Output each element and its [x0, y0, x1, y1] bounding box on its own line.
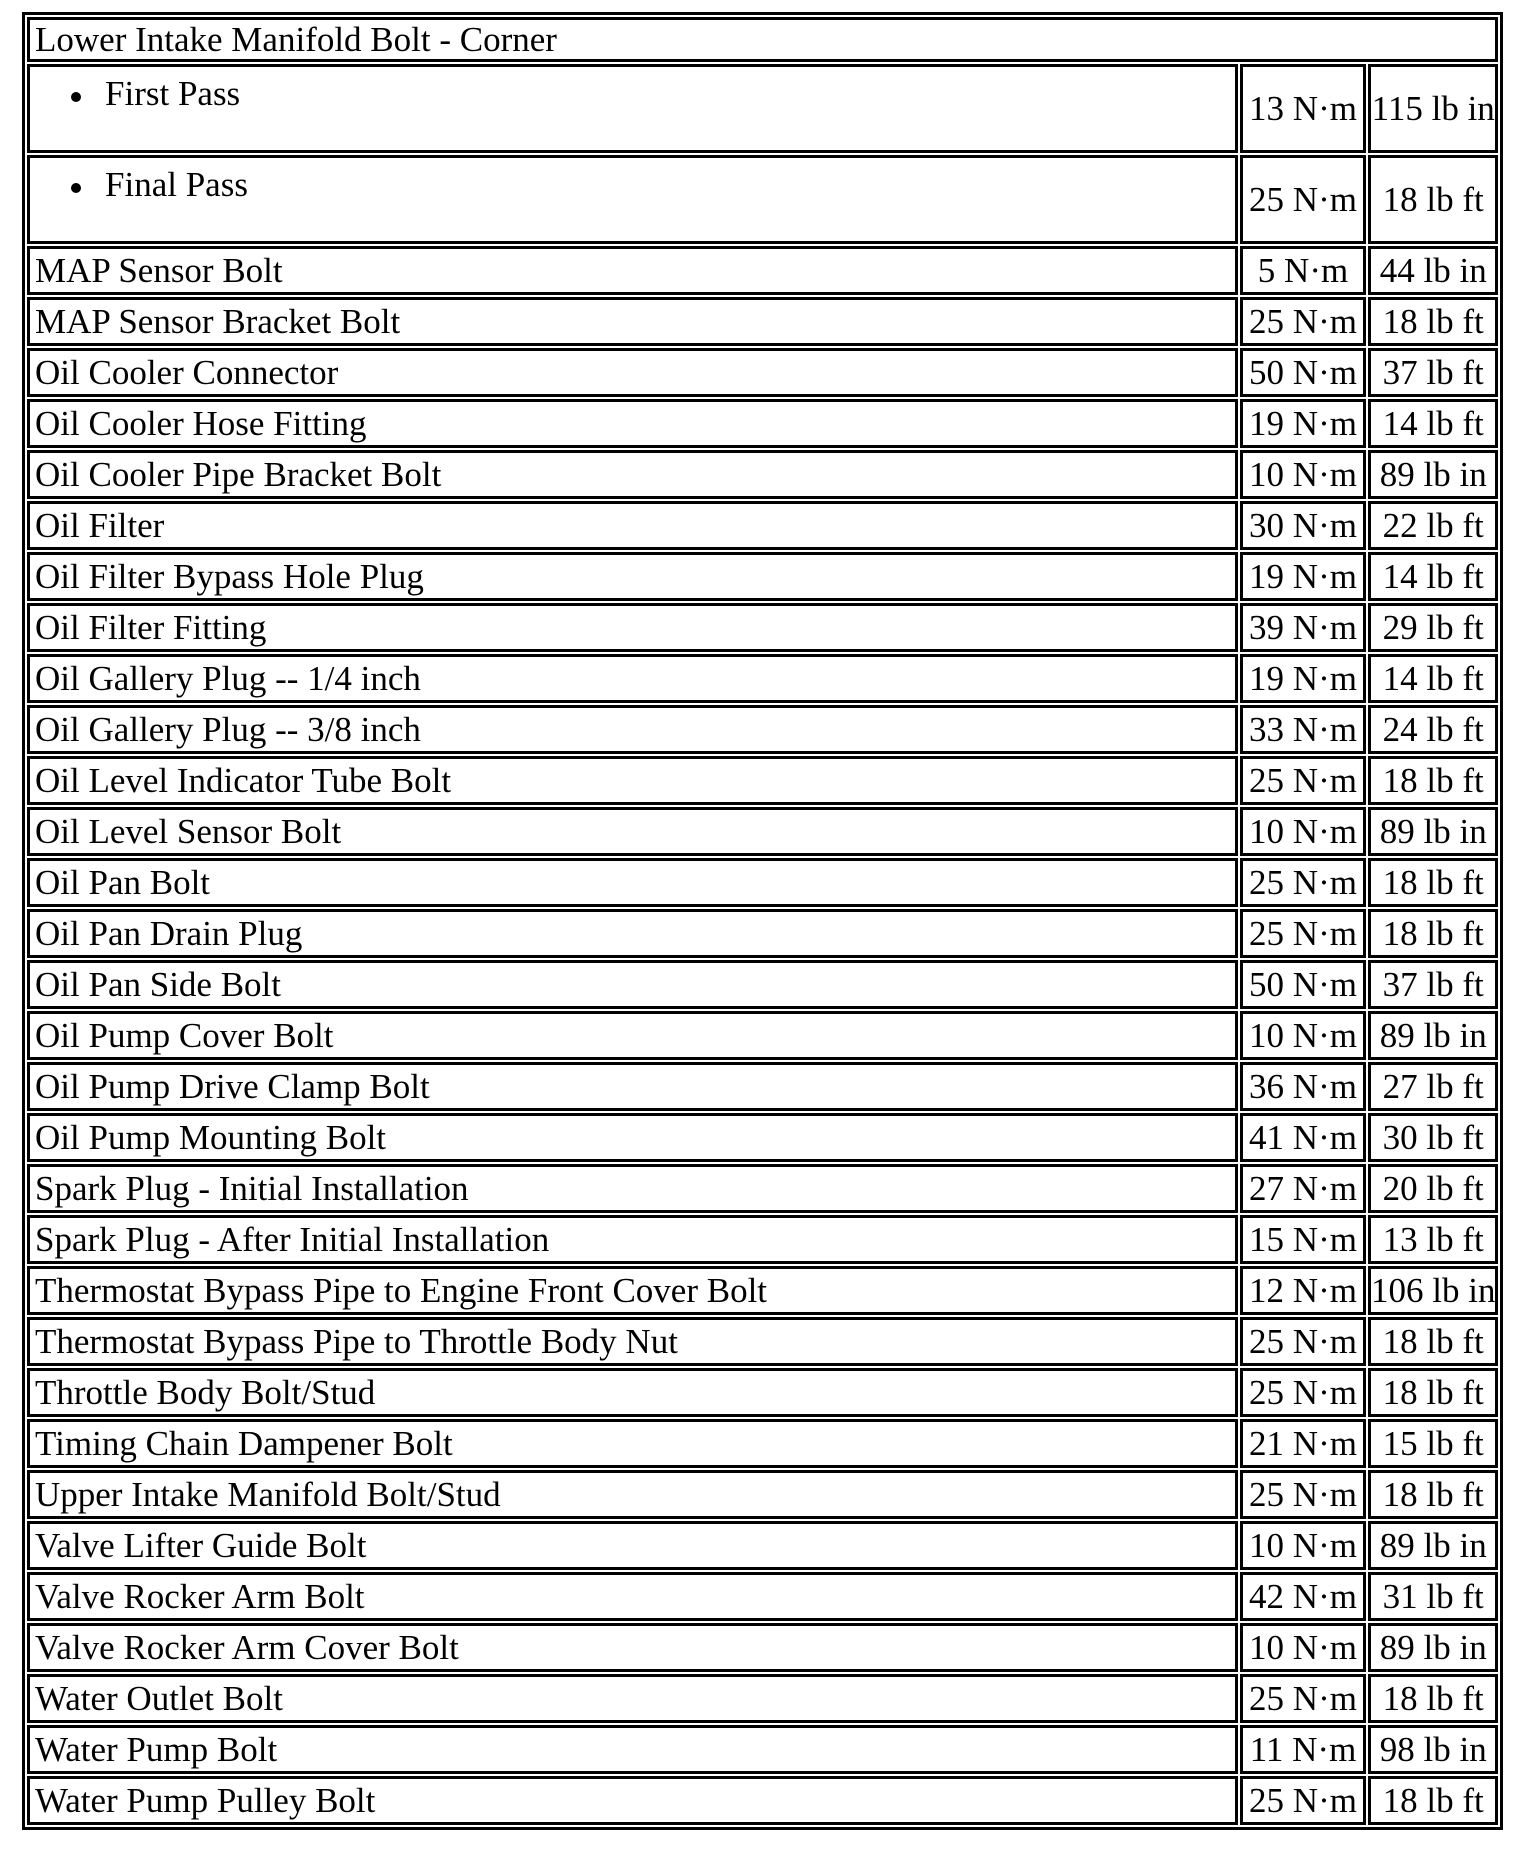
torque-metric: 19 N·m — [1240, 399, 1366, 448]
torque-table-body — [27, 17, 1498, 1825]
fastener-name: Oil Cooler Pipe Bracket Bolt — [27, 450, 1238, 499]
torque-imperial: 89 lb in — [1368, 1011, 1498, 1060]
table-row — [27, 1470, 1498, 1519]
torque-metric: 30 N·m — [1240, 501, 1366, 550]
torque-metric: 13 N·m — [1240, 64, 1366, 153]
table-row — [27, 1725, 1498, 1774]
fastener-name: Spark Plug - Initial Installation — [27, 1164, 1238, 1213]
torque-metric: 42 N·m — [1240, 1572, 1366, 1621]
table-row — [27, 297, 1498, 346]
torque-imperial: 29 lb ft — [1368, 603, 1498, 652]
torque-imperial: 27 lb ft — [1368, 1062, 1498, 1111]
torque-metric: 25 N·m — [1240, 1776, 1366, 1825]
section-title: Lower Intake Manifold Bolt - Corner — [27, 17, 1498, 62]
torque-imperial: 14 lb ft — [1368, 399, 1498, 448]
torque-imperial: 18 lb ft — [1368, 1368, 1498, 1417]
torque-metric: 36 N·m — [1240, 1062, 1366, 1111]
table-row — [27, 1113, 1498, 1162]
fastener-name: Final Pass — [105, 165, 248, 205]
table-row — [27, 1011, 1498, 1060]
torque-metric: 25 N·m — [1240, 1317, 1366, 1366]
fastener-name-cell — [27, 155, 1238, 244]
torque-imperial: 89 lb in — [1368, 450, 1498, 499]
torque-imperial: 18 lb ft — [1368, 909, 1498, 958]
fastener-name-cell — [27, 64, 1238, 153]
torque-imperial: 18 lb ft — [1368, 1776, 1498, 1825]
torque-metric: 33 N·m — [1240, 705, 1366, 754]
table-row — [27, 501, 1498, 550]
fastener-name: Water Pump Bolt — [27, 1725, 1238, 1774]
fastener-name: Oil Pump Drive Clamp Bolt — [27, 1062, 1238, 1111]
torque-metric: 25 N·m — [1240, 858, 1366, 907]
torque-imperial: 24 lb ft — [1368, 705, 1498, 754]
torque-imperial: 14 lb ft — [1368, 552, 1498, 601]
torque-spec-document — [22, 12, 1520, 1830]
torque-imperial: 18 lb ft — [1368, 297, 1498, 346]
torque-metric: 10 N·m — [1240, 450, 1366, 499]
torque-metric: 25 N·m — [1240, 297, 1366, 346]
torque-metric: 15 N·m — [1240, 1215, 1366, 1264]
fastener-name: MAP Sensor Bolt — [27, 246, 1238, 295]
torque-metric: 19 N·m — [1240, 552, 1366, 601]
fastener-name: MAP Sensor Bracket Bolt — [27, 297, 1238, 346]
torque-imperial: 18 lb ft — [1368, 155, 1498, 244]
fastener-name: Oil Level Sensor Bolt — [27, 807, 1238, 856]
fastener-name: Oil Filter Bypass Hole Plug — [27, 552, 1238, 601]
fastener-name: Oil Pump Cover Bolt — [27, 1011, 1238, 1060]
table-row — [27, 960, 1498, 1009]
fastener-name: Valve Rocker Arm Cover Bolt — [27, 1623, 1238, 1672]
fastener-name: First Pass — [105, 74, 241, 114]
table-row — [27, 450, 1498, 499]
torque-metric: 5 N·m — [1240, 246, 1366, 295]
table-row — [27, 654, 1498, 703]
torque-imperial: 89 lb in — [1368, 807, 1498, 856]
table-row — [27, 1674, 1498, 1723]
torque-imperial: 115 lb in — [1368, 64, 1498, 153]
torque-metric: 10 N·m — [1240, 807, 1366, 856]
torque-metric: 11 N·m — [1240, 1725, 1366, 1774]
torque-metric: 21 N·m — [1240, 1419, 1366, 1468]
torque-metric: 41 N·m — [1240, 1113, 1366, 1162]
fastener-name: Oil Pan Drain Plug — [27, 909, 1238, 958]
fastener-name: Throttle Body Bolt/Stud — [27, 1368, 1238, 1417]
torque-imperial: 30 lb ft — [1368, 1113, 1498, 1162]
fastener-name: Valve Rocker Arm Bolt — [27, 1572, 1238, 1621]
torque-metric: 10 N·m — [1240, 1521, 1366, 1570]
table-row — [27, 756, 1498, 805]
table-row — [27, 858, 1498, 907]
table-row — [27, 246, 1498, 295]
torque-metric: 25 N·m — [1240, 1368, 1366, 1417]
fastener-name: Thermostat Bypass Pipe to Throttle Body Nut — [27, 1317, 1238, 1366]
table-row — [27, 1776, 1498, 1825]
torque-metric: 27 N·m — [1240, 1164, 1366, 1213]
torque-metric: 10 N·m — [1240, 1011, 1366, 1060]
table-row — [27, 1215, 1498, 1264]
table-row — [27, 348, 1498, 397]
torque-imperial: 18 lb ft — [1368, 858, 1498, 907]
fastener-name: Water Outlet Bolt — [27, 1674, 1238, 1723]
table-row — [27, 1623, 1498, 1672]
fastener-name: Thermostat Bypass Pipe to Engine Front Cover Bolt — [27, 1266, 1238, 1315]
section-row — [27, 17, 1498, 62]
torque-metric: 25 N·m — [1240, 756, 1366, 805]
torque-imperial: 98 lb in — [1368, 1725, 1498, 1774]
torque-metric: 50 N·m — [1240, 348, 1366, 397]
torque-imperial: 37 lb ft — [1368, 960, 1498, 1009]
torque-metric: 10 N·m — [1240, 1623, 1366, 1672]
fastener-name: Oil Filter Fitting — [27, 603, 1238, 652]
fastener-name: Oil Pan Bolt — [27, 858, 1238, 907]
fastener-name: Oil Gallery Plug -- 1/4 inch — [27, 654, 1238, 703]
torque-metric: 25 N·m — [1240, 909, 1366, 958]
fastener-name: Water Pump Pulley Bolt — [27, 1776, 1238, 1825]
table-row — [27, 1164, 1498, 1213]
fastener-name: Upper Intake Manifold Bolt/Stud — [27, 1470, 1238, 1519]
torque-imperial: 18 lb ft — [1368, 1674, 1498, 1723]
torque-imperial: 18 lb ft — [1368, 1317, 1498, 1366]
torque-imperial: 89 lb in — [1368, 1521, 1498, 1570]
fastener-name: Timing Chain Dampener Bolt — [27, 1419, 1238, 1468]
torque-spec-table — [22, 12, 1503, 1830]
torque-metric: 50 N·m — [1240, 960, 1366, 1009]
fastener-name: Oil Pan Side Bolt — [27, 960, 1238, 1009]
torque-imperial: 18 lb ft — [1368, 1470, 1498, 1519]
torque-metric: 19 N·m — [1240, 654, 1366, 703]
table-row — [27, 1266, 1498, 1315]
bullet-icon — [71, 183, 81, 193]
torque-metric: 25 N·m — [1240, 155, 1366, 244]
fastener-name: Oil Gallery Plug -- 3/8 inch — [27, 705, 1238, 754]
torque-imperial: 89 lb in — [1368, 1623, 1498, 1672]
torque-metric: 39 N·m — [1240, 603, 1366, 652]
table-row — [27, 1572, 1498, 1621]
fastener-name: Spark Plug - After Initial Installation — [27, 1215, 1238, 1264]
torque-imperial: 22 lb ft — [1368, 501, 1498, 550]
table-row — [27, 1368, 1498, 1417]
table-row — [27, 1317, 1498, 1366]
table-row — [27, 909, 1498, 958]
table-row — [27, 1419, 1498, 1468]
torque-imperial: 15 lb ft — [1368, 1419, 1498, 1468]
table-row — [27, 603, 1498, 652]
bullet-icon — [71, 92, 81, 102]
bullet-row — [27, 155, 1498, 244]
fastener-name: Oil Cooler Connector — [27, 348, 1238, 397]
bullet-row — [27, 64, 1498, 153]
torque-imperial: 18 lb ft — [1368, 756, 1498, 805]
torque-imperial: 44 lb in — [1368, 246, 1498, 295]
fastener-name: Oil Pump Mounting Bolt — [27, 1113, 1238, 1162]
torque-metric: 25 N·m — [1240, 1674, 1366, 1723]
table-row — [27, 807, 1498, 856]
table-row — [27, 399, 1498, 448]
fastener-name: Oil Cooler Hose Fitting — [27, 399, 1238, 448]
torque-imperial: 14 lb ft — [1368, 654, 1498, 703]
torque-imperial: 106 lb in — [1368, 1266, 1498, 1315]
fastener-name: Oil Level Indicator Tube Bolt — [27, 756, 1238, 805]
table-row — [27, 552, 1498, 601]
torque-imperial: 31 lb ft — [1368, 1572, 1498, 1621]
table-row — [27, 1521, 1498, 1570]
fastener-name: Valve Lifter Guide Bolt — [27, 1521, 1238, 1570]
table-row — [27, 1062, 1498, 1111]
table-row — [27, 705, 1498, 754]
torque-imperial: 37 lb ft — [1368, 348, 1498, 397]
torque-imperial: 13 lb ft — [1368, 1215, 1498, 1264]
fastener-name: Oil Filter — [27, 501, 1238, 550]
torque-imperial: 20 lb ft — [1368, 1164, 1498, 1213]
torque-metric: 12 N·m — [1240, 1266, 1366, 1315]
torque-metric: 25 N·m — [1240, 1470, 1366, 1519]
